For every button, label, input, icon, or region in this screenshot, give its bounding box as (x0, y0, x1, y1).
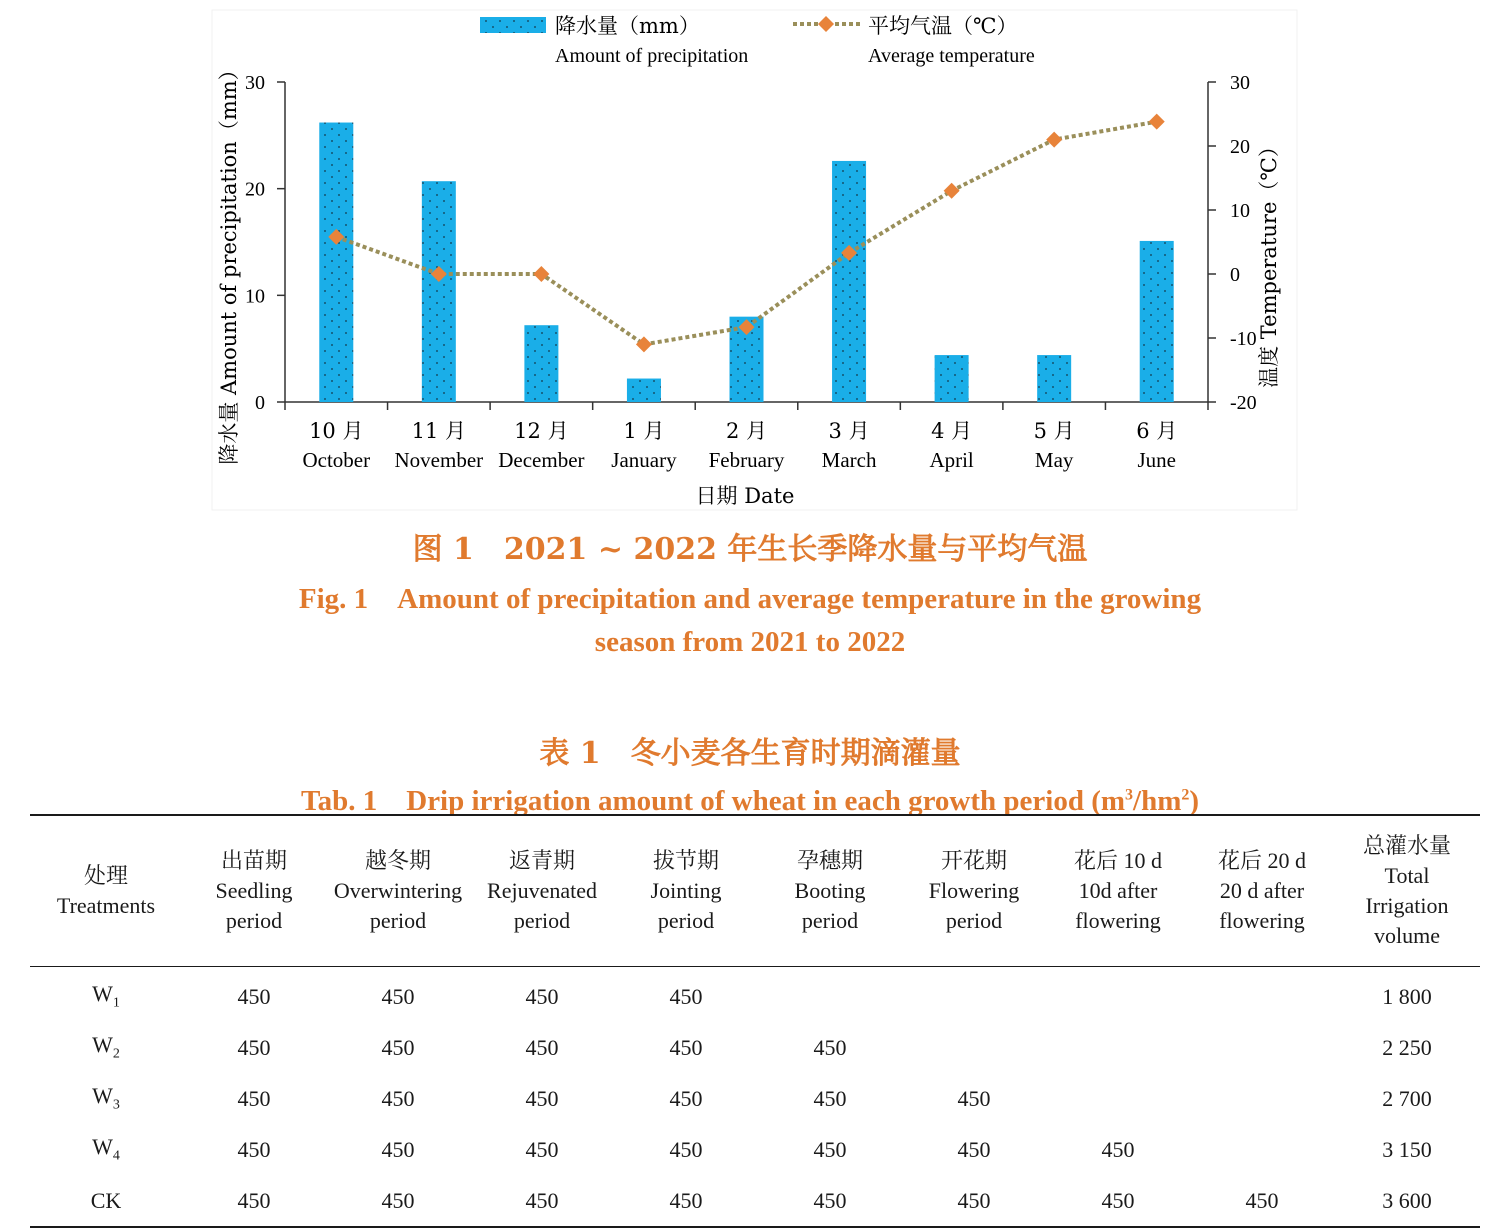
table-caption-en-end: ) (1189, 785, 1200, 817)
precipitation-bar (935, 355, 969, 402)
x-label-zh: 6 月 (1136, 419, 1178, 443)
treatment-cell (30, 1022, 182, 1073)
table-cell (1190, 1022, 1334, 1073)
table-cell (758, 967, 902, 1023)
climate-chart (0, 0, 1500, 520)
table-cell: 450 (237, 1034, 271, 1060)
table-header-line: Seedling (215, 878, 293, 903)
table-header-cell (182, 815, 326, 967)
table-header-line: Jointing (650, 878, 722, 903)
table-header-cell (614, 815, 758, 967)
x-label-en: May (1034, 448, 1074, 472)
legend-precipitation-zh: 降水量（mm） (555, 14, 700, 38)
table-caption-sup-2: 2 (1181, 786, 1190, 804)
left-axis-title: 降水量 Amount of precipitation（mm） (217, 59, 241, 465)
table-cell: 450 (669, 1034, 703, 1060)
table-cell (1190, 967, 1334, 1023)
precipitation-bar (1037, 355, 1071, 402)
precipitation-bar (524, 325, 558, 402)
table-header-line: period (657, 908, 715, 933)
table-cell: 2 700 (1382, 1085, 1432, 1111)
table-header-cell (30, 815, 182, 967)
table-caption-zh: 表 1 冬小麦各生育时期滴灌量 (539, 736, 961, 771)
table-header-line: 处理 (83, 863, 128, 888)
right-tick-label: -20 (1230, 392, 1257, 414)
x-label-zh: 12 月 (514, 419, 569, 443)
right-axis-title: 温度 Temperature（℃） (1257, 136, 1281, 388)
table-row (30, 967, 1480, 1023)
table-cell: 450 (813, 1136, 847, 1162)
treatment-cell (30, 1175, 182, 1227)
table-cell: 1 800 (1382, 983, 1432, 1009)
precipitation-bar (832, 161, 866, 402)
table-header-line: period (369, 908, 427, 933)
table-cell (1190, 1073, 1334, 1124)
table-cell: 450 (237, 1085, 271, 1111)
table-caption-sup-3: 3 (1125, 786, 1134, 804)
table-cell (902, 967, 1046, 1023)
table-cell: 450 (1245, 1187, 1279, 1213)
table-header-line: Flowering (928, 878, 1020, 903)
table-header-line: 开花期 (940, 848, 1007, 873)
x-label-zh: 5 月 (1033, 419, 1075, 443)
right-tick-label: 30 (1230, 72, 1250, 94)
left-tick-label: 20 (245, 178, 265, 201)
table-header-line: 总灌水量 (1362, 833, 1451, 858)
table-cell: 450 (669, 1136, 703, 1162)
precipitation-bar (627, 379, 661, 402)
table-row (30, 1175, 1480, 1227)
treatment-label: CK (90, 1187, 122, 1213)
x-label-zh: 11 月 (411, 419, 467, 443)
table-header-line: period (225, 908, 283, 933)
table-header-cell (1334, 815, 1480, 967)
table-cell: 450 (381, 983, 415, 1009)
table-header-cell (1190, 815, 1334, 967)
table-header-line: flowering (1219, 908, 1305, 933)
left-tick-label: 30 (245, 72, 265, 94)
table-cell: 450 (957, 1136, 991, 1162)
table-cell: 450 (957, 1085, 991, 1111)
x-label-en: March (821, 448, 877, 472)
table-header-line: 孕穗期 (796, 848, 863, 873)
table-caption-en (0, 778, 1500, 819)
table-cell: 3 150 (1382, 1136, 1432, 1162)
x-label-en: June (1137, 448, 1176, 472)
table-header-line: 拔节期 (652, 848, 719, 873)
x-axis-title: 日期 Date (695, 484, 795, 508)
table-row (30, 1073, 1480, 1124)
x-label-zh: 10 月 (309, 419, 364, 443)
x-label-en: January (611, 448, 677, 472)
x-label-en: December (498, 448, 585, 472)
table-cell: 450 (1101, 1136, 1135, 1162)
irrigation-table (30, 814, 1480, 1228)
x-label-en: November (394, 448, 484, 472)
table-header-cell (326, 815, 470, 967)
table-cell: 450 (1101, 1187, 1135, 1213)
treatment-subscript: 4 (112, 1148, 120, 1164)
figure-caption-en-line2: season from 2021 to 2022 (594, 626, 906, 658)
legend-temperature-zh: 平均气温（℃） (868, 14, 1018, 38)
table-cell: 450 (669, 1085, 703, 1111)
table-header-row (30, 815, 1480, 967)
right-tick-label: -10 (1230, 328, 1257, 350)
treatment-cell (30, 967, 182, 1023)
table-cell: 450 (237, 1136, 271, 1162)
table-cell: 2 250 (1382, 1034, 1432, 1060)
table-cell: 450 (957, 1187, 991, 1213)
precipitation-bar (319, 123, 353, 402)
treatment-label: W (92, 1032, 113, 1058)
table-header-line: 出苗期 (220, 848, 287, 873)
table-header-line: flowering (1075, 908, 1161, 933)
table-cell: 450 (237, 1187, 271, 1213)
table-header-line: 20 d after (1219, 878, 1305, 903)
table-header-line: Booting (794, 878, 866, 903)
table-header-line: Overwintering (333, 878, 463, 903)
table-header-line: Irrigation (1365, 893, 1449, 918)
table-header-line: 越冬期 (364, 848, 431, 873)
table-header-cell (1046, 815, 1190, 967)
table-header-line: 10d after (1078, 878, 1158, 903)
table-header-line: Treatments (56, 893, 156, 918)
x-label-zh: 3 月 (828, 419, 870, 443)
legend-precipitation-en: Amount of precipitation (555, 45, 749, 67)
table-header-line: period (513, 908, 571, 933)
table-header-line: 花后 10 d (1073, 848, 1162, 873)
treatment-label: W (92, 981, 113, 1007)
left-tick-label: 0 (255, 392, 265, 414)
treatment-subscript: 2 (112, 1046, 120, 1062)
legend-temperature-en: Average temperature (868, 45, 1035, 67)
treatment-subscript: 1 (112, 995, 120, 1011)
table-cell (1190, 1124, 1334, 1175)
table-cell: 450 (669, 983, 703, 1009)
table-header-line: 返青期 (508, 848, 575, 873)
table-header-cell (902, 815, 1046, 967)
table-header-line: volume (1374, 923, 1440, 948)
table-cell (1046, 1022, 1190, 1073)
table-cell: 450 (381, 1034, 415, 1060)
table-row (30, 1124, 1480, 1175)
x-label-en: October (302, 448, 371, 472)
table-body (30, 967, 1480, 1228)
precipitation-bar (1140, 241, 1174, 402)
table-cell: 450 (525, 1136, 559, 1162)
table-caption-en-main: Tab. 1 Drip irrigation amount of wheat in each growth period (m (300, 785, 1126, 817)
x-label-en: April (929, 448, 974, 472)
treatment-cell (30, 1073, 182, 1124)
right-tick-label: 0 (1230, 264, 1240, 286)
precipitation-bar (422, 181, 456, 402)
x-label-zh: 4 月 (931, 419, 973, 443)
table-cell: 3 600 (1382, 1187, 1432, 1213)
right-tick-label: 20 (1230, 136, 1250, 158)
table-header-cell (470, 815, 614, 967)
table-cell: 450 (525, 983, 559, 1009)
table-row (30, 1022, 1480, 1073)
table-cell: 450 (525, 1085, 559, 1111)
figure-caption-zh: 图 1 2021 ~ 2022 年生长季降水量与平均气温 (412, 532, 1088, 567)
treatment-label: W (92, 1134, 113, 1160)
table-header-line: period (945, 908, 1003, 933)
treatment-cell (30, 1124, 182, 1175)
table-header-line: Rejuvenated (487, 878, 597, 903)
table-cell: 450 (525, 1034, 559, 1060)
treatment-label: W (92, 1083, 113, 1109)
table-cell: 450 (813, 1187, 847, 1213)
x-label-zh: 2 月 (725, 419, 768, 443)
table-cell: 450 (381, 1136, 415, 1162)
table-cell: 450 (237, 983, 271, 1009)
figure-caption-en-line1: Fig. 1 Amount of precipitation and average temperature in the growing (298, 583, 1202, 615)
table-cell: 450 (669, 1187, 703, 1213)
treatment-subscript: 3 (112, 1097, 120, 1113)
table-header-line: Total (1384, 863, 1430, 888)
x-label-en: February (708, 448, 785, 472)
table-cell: 450 (525, 1187, 559, 1213)
table-cell: 450 (381, 1085, 415, 1111)
table-cell: 450 (813, 1034, 847, 1060)
table-cell: 450 (813, 1085, 847, 1111)
right-tick-label: 10 (1230, 200, 1250, 222)
table-cell (902, 1022, 1046, 1073)
table-cell: 450 (381, 1187, 415, 1213)
table-header-cell (758, 815, 902, 967)
x-label-zh: 1 月 (623, 419, 665, 443)
table-cell (1046, 1073, 1190, 1124)
table-header-line: 花后 20 d (1217, 848, 1306, 873)
table-header-line: period (801, 908, 859, 933)
legend-precipitation-swatch (480, 17, 546, 33)
table-caption-en-mid: /hm (1133, 785, 1182, 817)
table-cell (1046, 967, 1190, 1023)
left-tick-label: 10 (245, 285, 265, 308)
